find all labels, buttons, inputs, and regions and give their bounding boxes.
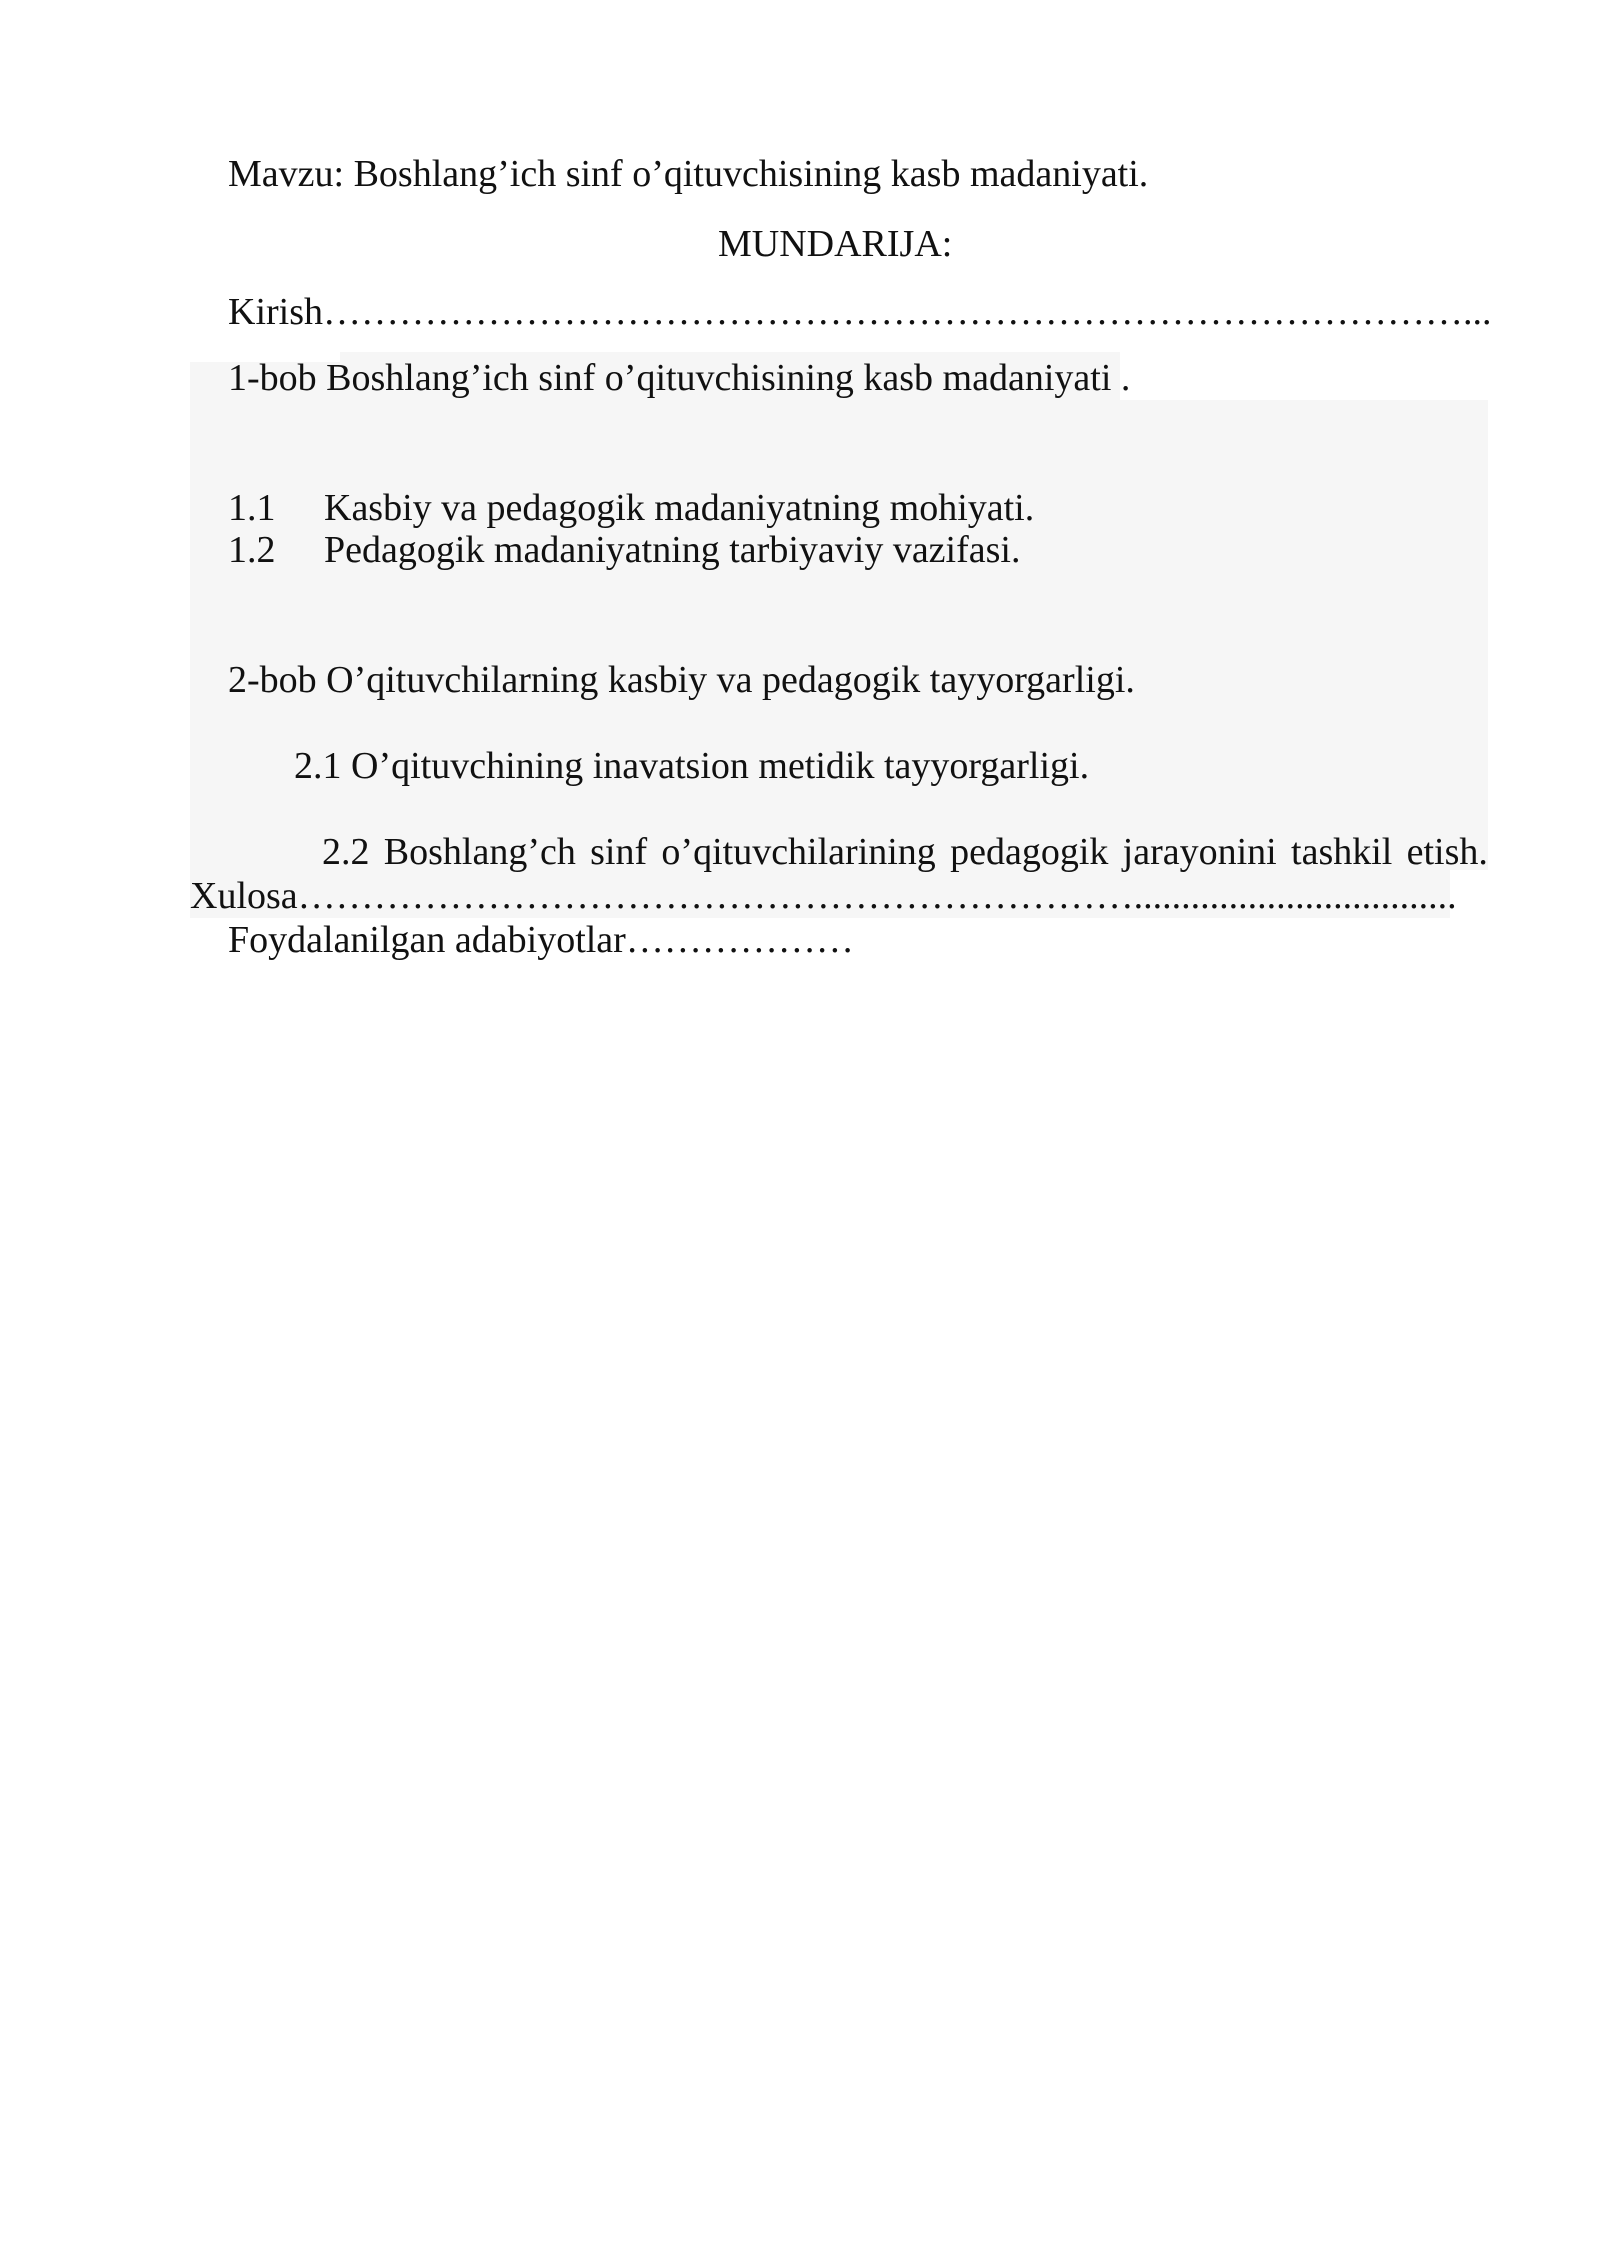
toc-intro: Kirish………………………………………………………………………………... <box>228 291 1492 333</box>
word: pedagogik <box>950 831 1109 873</box>
section-number: 1.1 <box>228 487 276 529</box>
toc-conclusion: Xulosa………………………………………………………….................................. <box>190 875 1457 917</box>
word: tashkil <box>1291 831 1393 873</box>
word: o’qituvchilarining <box>661 831 936 873</box>
topic-line: Mavzu: Boshlang’ich sinf o’qituvchisining kasb madaniyati. <box>228 153 1149 195</box>
toc-chapter-1: 1-bob Boshlang’ich sinf o’qituvchisining kasb madaniyati . <box>228 357 1131 399</box>
section-title: Kasbiy va pedagogik madaniyatning mohiyati. <box>324 487 1035 529</box>
toc-section-1-2 <box>228 528 1020 572</box>
word: Boshlang’ch <box>383 831 576 873</box>
highlight-gap <box>1120 352 1488 400</box>
section-number: 1.2 <box>228 529 276 571</box>
contents-heading: MUNDARIJA: <box>718 223 953 265</box>
section-title: Pedagogik madaniyatning tarbiyaviy vazifasi. <box>324 529 1021 571</box>
toc-chapter-2: 2-bob O’qituvchilarning kasbiy va pedagogik tayyorgarligi. <box>228 659 1135 701</box>
toc-references: Foydalanilgan adabiyotlar……………… <box>228 919 854 961</box>
toc-section-2-2 <box>322 830 1488 874</box>
word: etish. <box>1406 831 1488 873</box>
toc-section-1-1 <box>228 486 1034 530</box>
word: sinf <box>590 831 648 873</box>
word: jarayonini <box>1122 831 1277 873</box>
word: 2.2 <box>322 831 370 873</box>
toc-section-2-1: 2.1 O’qituvchining inavatsion metidik tayyorgarligi. <box>294 745 1090 787</box>
